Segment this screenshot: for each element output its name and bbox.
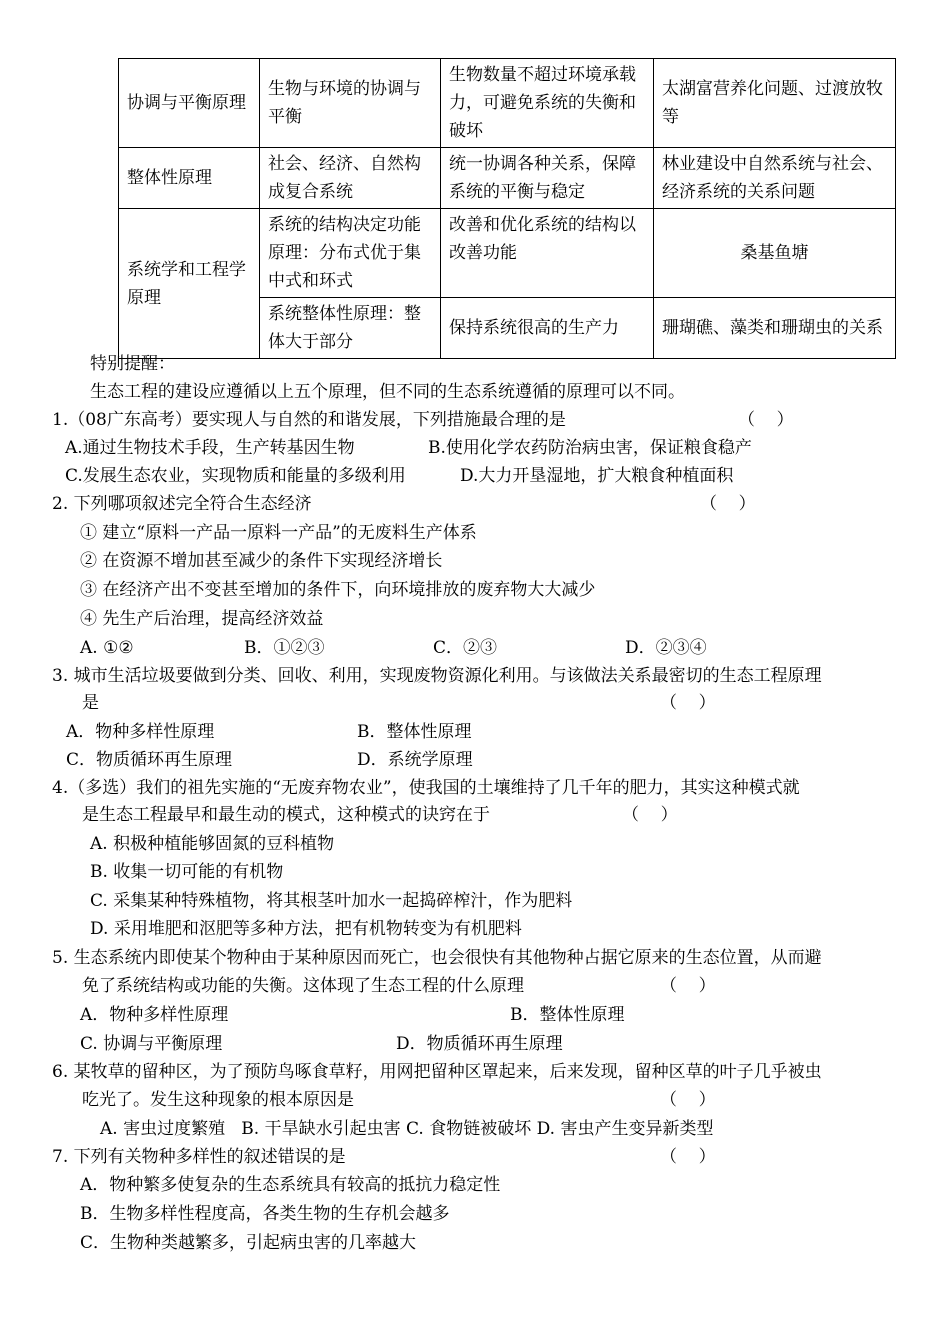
question-5-stem-continued: 免了系统结构或功能的失衡。这体现了生态工程的什么原理 bbox=[82, 976, 524, 996]
table-cell: 太湖富营养化问题、过渡放牧等 bbox=[654, 59, 896, 148]
table-cell: 珊瑚礁、藻类和珊瑚虫的关系 bbox=[654, 298, 896, 359]
question-7-option-a: A．物种繁多使复杂的生态系统具有较高的抵抗力稳定性 bbox=[80, 1175, 501, 1195]
question-2-statement-2: ② 在资源不增加甚至减少的条件下实现经济增长 bbox=[80, 551, 443, 571]
table-cell: 社会、经济、自然构成复合系统 bbox=[260, 148, 441, 209]
question-3-stem-continued: 是 bbox=[82, 693, 99, 713]
question-2-option-d: D．②③④ bbox=[625, 638, 707, 658]
table-cell: 协调与平衡原理 bbox=[119, 59, 260, 148]
question-4-stem: 4.（多选）我们的祖先实施的“无废弃物农业”，使我国的土壤维持了几千年的肥力，其实这种模式就 bbox=[52, 778, 800, 798]
question-1-option-b: B.使用化学农药防治病虫害，保证粮食稳产 bbox=[428, 438, 752, 458]
question-2-stem: 2. 下列哪项叙述完全符合生态经济 bbox=[52, 494, 312, 514]
question-4-option-c: C. 采集某种特殊植物，将其根茎叶加水一起捣碎榨汁，作为肥料 bbox=[90, 891, 573, 911]
note-heading: 特别提醒： bbox=[90, 354, 175, 374]
question-2-option-a: A. ①② bbox=[80, 638, 134, 658]
answer-blank: （ ） bbox=[660, 1147, 716, 1167]
question-4-option-b: B. 收集一切可能的有机物 bbox=[90, 862, 284, 882]
table-row bbox=[119, 209, 896, 298]
question-3-option-d: D．系统学原理 bbox=[357, 750, 473, 770]
table-cell: 改善和优化系统的结构以改善功能 bbox=[441, 209, 654, 298]
question-2-option-b: B．①②③ bbox=[244, 638, 325, 658]
question-2-statement-4: ④ 先生产后治理，提高经济效益 bbox=[80, 609, 324, 629]
question-3-option-a: A．物种多样性原理 bbox=[66, 722, 215, 742]
question-3-option-c: C．物质循环再生原理 bbox=[66, 750, 233, 770]
question-4-stem-continued: 是生态工程最早和最生动的模式，这种模式的诀窍在于 bbox=[82, 805, 490, 825]
question-4-option-d: D. 采用堆肥和沤肥等多种方法，把有机物转变为有机肥料 bbox=[90, 919, 522, 939]
question-5-option-c: C. 协调与平衡原理 bbox=[80, 1034, 223, 1054]
question-6-stem-continued: 吃光了。发生这种现象的根本原因是 bbox=[82, 1090, 354, 1110]
question-4-option-a: A. 积极种植能够固氮的豆科植物 bbox=[90, 834, 335, 854]
answer-blank: （ ） bbox=[738, 410, 794, 430]
table-cell: 保持系统很高的生产力 bbox=[441, 298, 654, 359]
question-2-option-c: C．②③ bbox=[433, 638, 498, 658]
answer-blank: （ ） bbox=[622, 805, 678, 825]
note-text: 生态工程的建设应遵循以上五个原理，但不同的生态系统遵循的原理可以不同。 bbox=[90, 382, 685, 402]
question-3-option-b: B．整体性原理 bbox=[357, 722, 472, 742]
question-2-statement-3: ③ 在经济产出不变甚至增加的条件下，向环境排放的废弃物大大减少 bbox=[80, 580, 596, 600]
question-6-stem: 6. 某牧草的留种区，为了预防鸟啄食草籽，用网把留种区罩起来，后来发现，留种区草的叶子几乎被虫 bbox=[52, 1062, 822, 1082]
question-7-option-c: C．生物种类越繁多，引起病虫害的几率越大 bbox=[80, 1233, 417, 1253]
question-1-option-d: D.大力开垦湿地，扩大粮食种植面积 bbox=[460, 466, 734, 486]
question-5-option-d: D．物质循环再生原理 bbox=[396, 1034, 563, 1054]
question-5-option-a: A．物种多样性原理 bbox=[80, 1005, 229, 1025]
table-cell: 生物数量不超过环境承载力，可避免系统的失衡和破坏 bbox=[441, 59, 654, 148]
question-2-statement-1: ① 建立“原料一产品一原料一产品”的无废料生产体系 bbox=[80, 523, 477, 543]
question-5-option-b: B．整体性原理 bbox=[510, 1005, 625, 1025]
question-7-option-b: B．生物多样性程度高，各类生物的生存机会越多 bbox=[80, 1204, 450, 1224]
answer-blank: （ ） bbox=[700, 494, 756, 514]
table-cell: 生物与环境的协调与平衡 bbox=[260, 59, 441, 148]
table-cell: 系统学和工程学原理 bbox=[119, 209, 260, 359]
principles-table bbox=[118, 58, 896, 359]
answer-blank: （ ） bbox=[660, 693, 716, 713]
answer-blank: （ ） bbox=[660, 1090, 716, 1110]
question-5-stem: 5. 生态系统内即使某个物种由于某种原因而死亡，也会很快有其他物种占据它原来的生态位置，从而避 bbox=[52, 948, 822, 968]
answer-blank: （ ） bbox=[660, 976, 716, 996]
table-cell: 系统的结构决定功能原理：分布式优于集中式和环式 bbox=[260, 209, 441, 298]
table-row bbox=[119, 148, 896, 209]
question-1-option-c: C.发展生态农业，实现物质和能量的多级利用 bbox=[65, 466, 406, 486]
question-1-option-a: A.通过生物技术手段，生产转基因生物 bbox=[65, 438, 355, 458]
question-3-stem: 3. 城市生活垃圾要做到分类、回收、利用，实现废物资源化利用。与该做法关系最密切的生态工程原理 bbox=[52, 666, 822, 686]
table-cell: 桑基鱼塘 bbox=[654, 209, 896, 298]
question-6-options: A. 害虫过度繁殖 B. 干旱缺水引起虫害 C. 食物链被破坏 D. 害虫产生变异新类型 bbox=[100, 1119, 714, 1139]
table-cell: 林业建设中自然系统与社会、经济系统的关系问题 bbox=[654, 148, 896, 209]
table-row bbox=[119, 59, 896, 148]
table-cell: 统一协调各种关系，保障系统的平衡与稳定 bbox=[441, 148, 654, 209]
question-7-stem: 7. 下列有关物种多样性的叙述错误的是 bbox=[52, 1147, 346, 1167]
question-1-stem: 1.（08广东高考）要实现人与自然的和谐发展，下列措施最合理的是 bbox=[52, 410, 566, 430]
table-cell: 整体性原理 bbox=[119, 148, 260, 209]
table-cell: 系统整体性原理：整体大于部分 bbox=[260, 298, 441, 359]
